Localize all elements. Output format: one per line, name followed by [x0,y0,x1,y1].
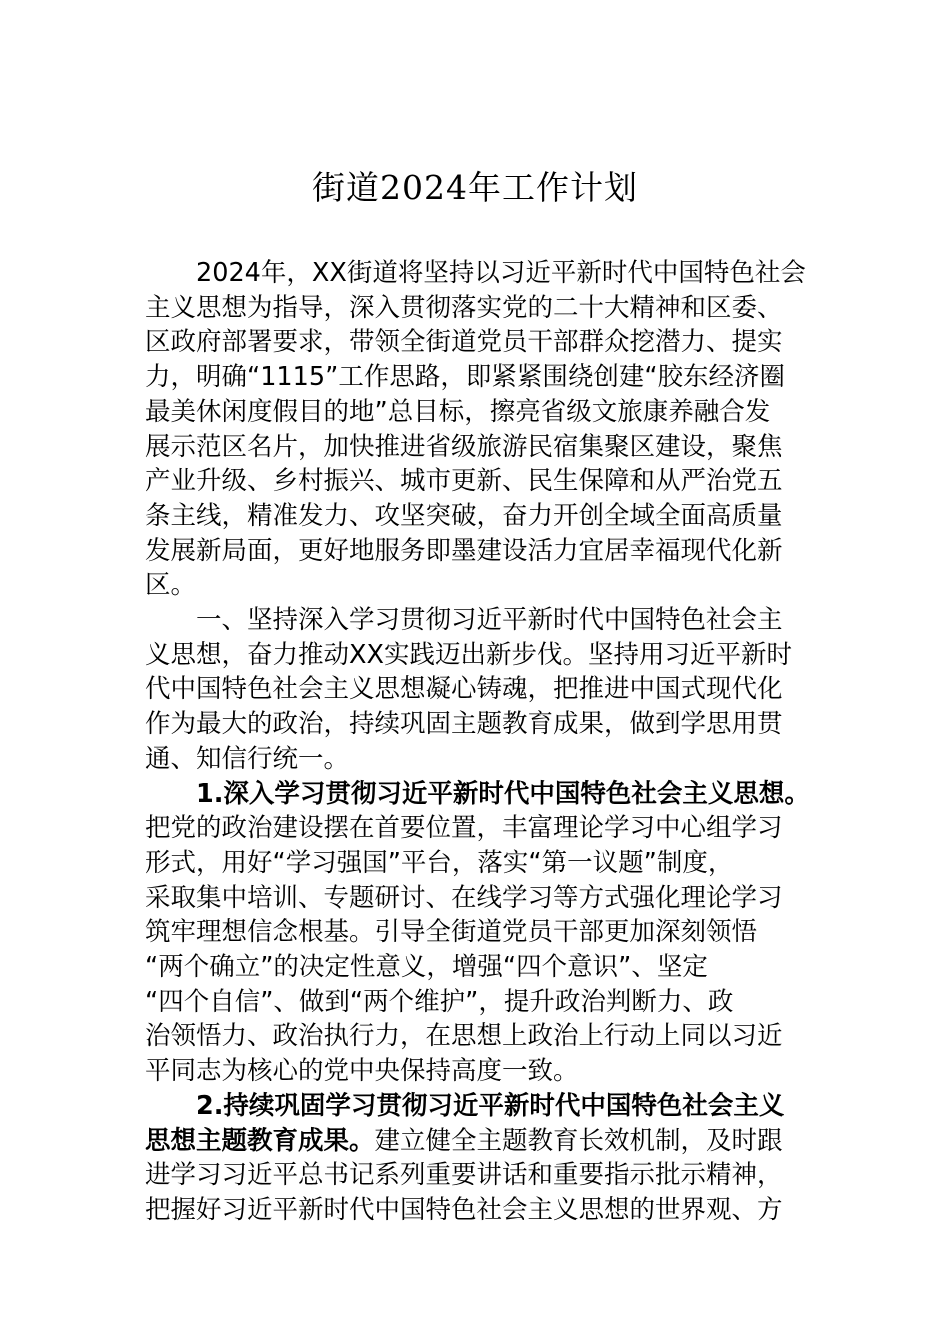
item-heading-continued: 思想主题教育成果。 [145,1125,375,1156]
paragraph-line: 区政府部署要求，带领全街道党员干部群众挖潜力、提实 [145,327,783,358]
item-line: 把握好习近平新时代中国特色社会主义思想的世界观、方 [145,1194,783,1225]
item-heading: 1.深入学习贯彻习近平新时代中国特色社会主义思想。 [196,778,810,809]
document-title: 街道2024年工作计划 [312,168,638,207]
section-line: 作为最大的政治，持续巩固主题教育成果，做到学思用贯 [145,709,783,740]
document-body [145,256,810,1228]
item-line: 进学习习近平总书记系列重要讲话和重要指示批示精神， [145,1160,783,1191]
section-line: 义思想，奋力推动XX实践迈出新步伐。坚持用习近平新时 [145,639,792,670]
paragraph-line: 展示范区名片，加快推进省级旅游民宿集聚区建设，聚焦 [145,431,783,462]
item-heading: 2.持续巩固学习贯彻习近平新时代中国特色社会主义 [196,1090,785,1121]
section-line: 通、知信行统一。 [145,743,350,774]
paragraph-line: 2024年，XX街道将坚持以习近平新时代中国特色社会 [196,258,806,288]
item-line: 把党的政治建设摆在首要位置，丰富理论学习中心组学习 [145,813,783,844]
item-line: 平同志为核心的党中央保持高度一致。 [145,1056,579,1087]
item-line: 采取集中培训、专题研讨、在线学习等方式强化理论学习 [145,882,783,913]
paragraph-line: 区。 [145,570,197,601]
item-line: 治领悟力、政治执行力，在思想上政治上行动上同以习近 [145,1021,783,1052]
paragraph-line: 条主线，精准发力、攻坚突破，奋力开创全域全面高质量 [145,500,783,531]
section-line: 代中国特色社会主义思想凝心铸魂，把推进中国式现代化 [145,674,783,705]
item-line-mixed [145,1124,810,1159]
paragraph-line: 主义思想为指导，深入贯彻落实党的二十大精神和区委、 [145,292,783,323]
paragraph-line: 发展新局面，更好地服务即墨建设活力宜居幸福现代化新 [145,535,783,566]
paragraph-line: 最美休闲度假目的地”总目标，擦亮省级文旅康养融合发 [145,396,771,427]
item-text: 建立健全主题教育长效机制，及时跟 [374,1125,783,1156]
section-line: 一、坚持深入学习贯彻习近平新时代中国特色社会主 [196,605,783,636]
item-line: “两个确立”的决定性意义，增强“四个意识”、坚定 [145,952,708,983]
item-line: 形式，用好“学习强国”平台，落实“第一议题”制度， [145,847,734,878]
paragraph-line: 产业升级、乡村振兴、城市更新、民生保障和从严治党五 [145,466,783,497]
item-line: “四个自信”、做到“两个维护”，提升政治判断力、政 [145,986,734,1017]
item-line: 筑牢理想信念根基。引导全街道党员干部更加深刻领悟 [145,917,758,948]
paragraph-line: 力，明确“1115”工作思路，即紧紧围绕创建“胶东经济圈 [145,362,786,393]
